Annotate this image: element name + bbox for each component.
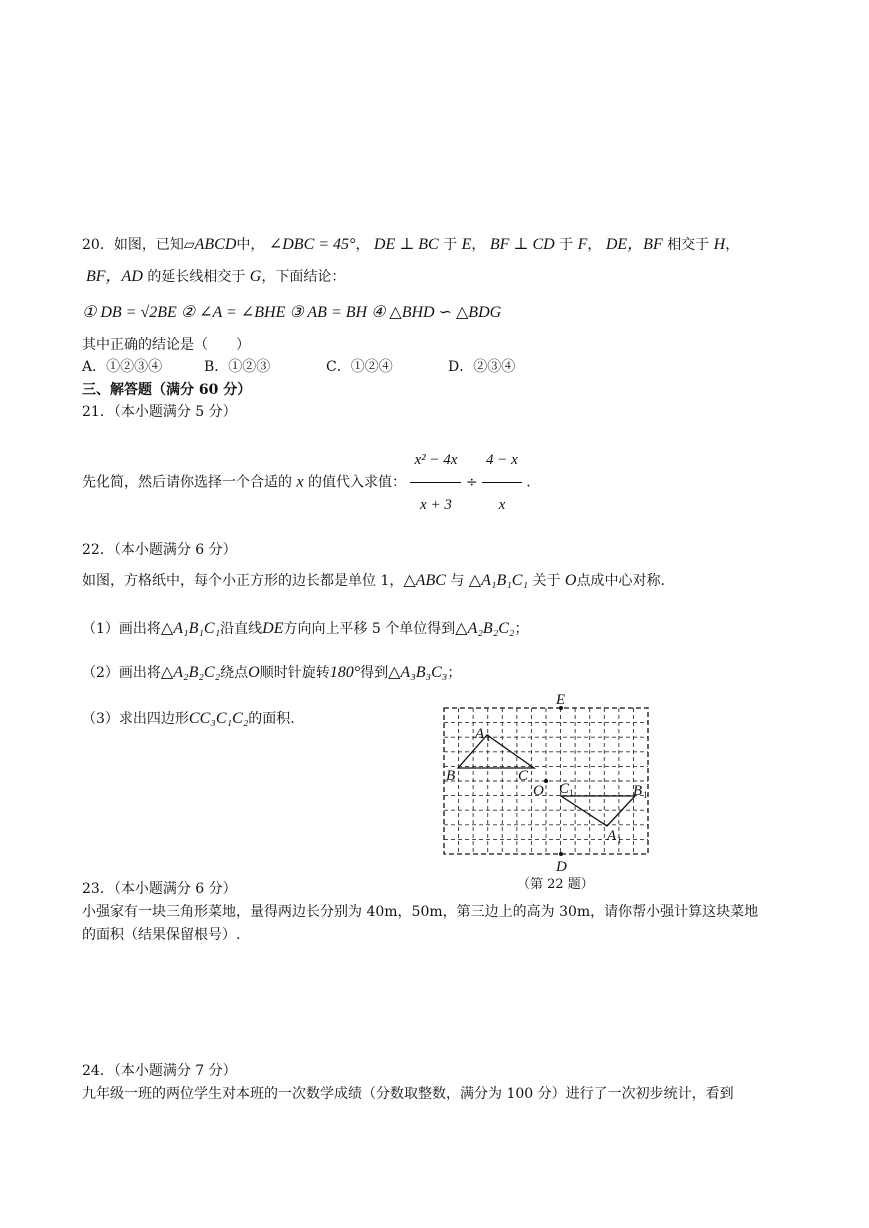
f2-num: 4 − x: [482, 440, 522, 483]
q20-de-bf: DE，BF: [605, 236, 663, 253]
p2-t2: △A₃B₃C₃: [388, 664, 448, 681]
sub-a: 1: [486, 733, 491, 743]
q20-f: F: [577, 236, 588, 253]
div-sign: ÷: [465, 474, 478, 491]
q21-x: x: [296, 473, 304, 491]
p3-a: （3）求出四边形: [82, 711, 189, 727]
p2-end: ；: [447, 665, 462, 681]
q21-head: 21．（本小题满分 5 分）: [82, 404, 237, 420]
q20-prefix: 20．如图，已知: [82, 237, 184, 253]
label-d: D: [556, 859, 567, 875]
label-o: O: [533, 783, 544, 799]
q20-end: ，下面结论：: [261, 269, 346, 285]
p2-t: △A₂B₂C₂: [160, 664, 221, 681]
p2-o: O: [248, 664, 260, 681]
label-a: A: [475, 726, 485, 742]
q22-about: 关于: [532, 573, 561, 589]
q20-line1: [82, 236, 739, 254]
q21-end: .: [526, 474, 531, 491]
grid-figure: [435, 690, 665, 875]
q22-part2: [82, 664, 461, 682]
sep: ，: [355, 237, 370, 253]
q20-bf-ad: BF，AD: [86, 268, 143, 285]
q20-at: 于: [443, 237, 458, 253]
f1-num: x² − 4x: [410, 440, 461, 483]
point-o: [544, 779, 548, 783]
sub-a1: 1: [617, 835, 622, 845]
p3-q: CC₃C₁C₂: [188, 710, 249, 727]
q22-intro: [82, 572, 665, 590]
q20-ask: 其中正确的结论是（ ）: [82, 337, 250, 353]
q20-abcd: ABCD: [194, 236, 237, 253]
f1-den: x + 3: [420, 497, 452, 513]
q23-line2: 的面积（结果保留根号）.: [82, 927, 241, 943]
p1-c: 方向向上平移 5 个单位得到: [283, 621, 456, 637]
q20-e: E: [461, 236, 472, 253]
q20-line2: [86, 268, 345, 286]
q20-at: 于: [559, 237, 574, 253]
q21-body: [82, 440, 531, 525]
q20-ext: 的延长线相交于: [147, 269, 246, 285]
q23-head: 23．（本小题满分 6 分）: [82, 881, 237, 897]
sep: ，: [471, 237, 486, 253]
p1-end: ；: [514, 621, 529, 637]
point-d: [559, 852, 563, 856]
section-title: 三、解答题（满分 60 分）: [82, 382, 252, 398]
label-e: E: [556, 692, 566, 708]
q24-head: 24．（本小题满分 7 分）: [82, 1063, 237, 1079]
p2-a: （2）画出将: [82, 665, 161, 681]
sub-b1: 1: [643, 790, 648, 800]
p1-t2: △A₂B₂C₂: [455, 620, 515, 637]
q22-o: O: [564, 572, 577, 589]
p1-b: 沿直线: [220, 621, 263, 637]
q23-line1: 小强家有一块三角形菜地，量得两边长分别为 40m，50m，第三边上的高为 30m，请你帮小强计算这块菜地: [82, 904, 759, 920]
label-a1: A: [607, 828, 617, 844]
option-c: C．①②④: [326, 359, 393, 375]
p2-b: 绕点: [220, 665, 249, 681]
triangle-a1b1c1: [561, 796, 635, 826]
label-b1: B: [633, 783, 643, 799]
p3-end: 的面积.: [248, 711, 295, 727]
f2-den: x: [498, 497, 506, 513]
q22-intro-end: 点成中心对称.: [576, 573, 665, 589]
p2-c: 顺时针旋转: [259, 665, 330, 681]
q20-in: 中，: [236, 237, 265, 253]
label-c: C: [518, 768, 529, 784]
q22-head: 22．（本小题满分 6 分）: [82, 542, 237, 558]
p1-de: DE: [262, 620, 284, 637]
label-b: B: [446, 768, 456, 784]
q24-line1: 九年级一班的两位学生对本班的一次数学成绩（分数取整数，满分为 100 分）进行了一次初步统计，看到: [82, 1086, 734, 1102]
p2-deg: 180°: [329, 664, 361, 681]
parallelogram-symbol: ▱: [183, 237, 195, 253]
option-a: A．①②③④: [82, 359, 163, 375]
p1-a: （1）画出将: [82, 621, 161, 637]
p2-d: 得到: [360, 665, 389, 681]
q20-h: H: [713, 236, 726, 253]
q20-options: [82, 358, 570, 376]
q22-part3: [82, 710, 295, 728]
label-c1: C: [559, 781, 570, 797]
sep: ，: [725, 237, 740, 253]
option-b: B．①②③: [204, 359, 271, 375]
q20-g: G: [249, 268, 262, 285]
q22-intro-a: 如图，方格纸中，每个小正方形的边长都是单位 1，: [82, 573, 404, 589]
q21-text: 先化简，然后请你选择一个合适的: [82, 474, 292, 491]
p1-t: △A₁B₁C₁: [160, 620, 221, 637]
q20-de-perp: DE ⊥ BC: [373, 236, 439, 253]
fraction-2: [482, 440, 522, 525]
q21-text2: 的值代入求值：: [308, 474, 407, 491]
q22-with: 与: [450, 573, 465, 589]
q22-tri-a1: △A₁B₁C₁: [468, 572, 529, 589]
sep: ，: [587, 237, 602, 253]
q22-part1: [82, 620, 529, 638]
sub-c1: 1: [569, 788, 574, 798]
figure-caption: （第 22 题）: [517, 877, 594, 892]
q22-tri-abc: △ABC: [403, 572, 446, 589]
fraction-1: [410, 440, 461, 525]
q20-bf-perp: BF ⊥ CD: [489, 236, 555, 253]
q20-angle: ∠DBC = 45°: [268, 236, 356, 253]
q20-conclusions: ① DB = √2BE ② ∠A = ∠BHE ③ AB = BH ④ △BHD ∽ △BDG: [82, 304, 502, 321]
option-d: D．②③④: [448, 359, 516, 375]
q20-intersect: 相交于: [667, 237, 710, 253]
